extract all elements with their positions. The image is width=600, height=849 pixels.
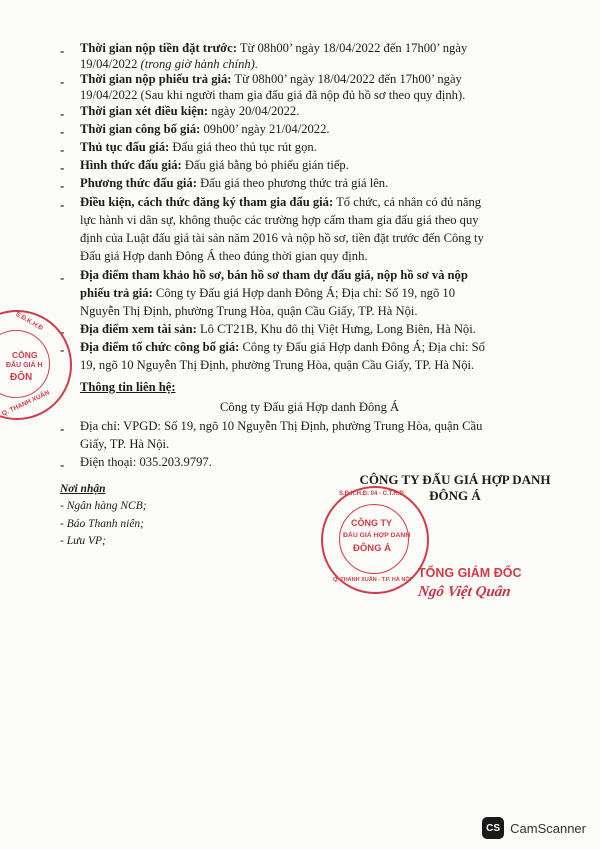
recipient-item: - Ngân hàng NCB;	[60, 500, 147, 512]
seal-stamp-left: CÔNG ĐẤU GIÁ H ĐÔN S.Đ.K.H.Đ Q. THANH XUÂN	[0, 310, 72, 420]
announce-location-cont: 19, ngõ 10 Nguyễn Thị Định, phường Trung Hòa, quận Cầu Giấy, TP. Hà Nội.	[80, 358, 475, 372]
bid-submit-time: Thời gian nộp phiếu trả giá: Từ 08h00’ ngày 18/04/2022 đến 17h00’ ngày	[80, 72, 462, 86]
contact-phone: Điện thoại: 035.203.9797.	[80, 455, 212, 469]
recipient-item: - Lưu VP;	[60, 535, 106, 547]
announce-time: Thời gian công bố giá: 09h00’ ngày 21/04/2022.	[80, 122, 330, 136]
auction-procedure: Thủ tục đấu giá: Đấu giá theo thủ tục rút gọn.	[80, 140, 317, 154]
document-location: Địa điểm tham khảo hồ sơ, bán hồ sơ tham dự đấu giá, nộp hồ sơ và nộp	[80, 268, 468, 282]
review-time: Thời gian xét điều kiện: ngày 20/04/2022.	[80, 104, 300, 118]
signatory-name: Ngô Việt Quân	[416, 584, 512, 600]
auction-form: Hình thức đấu giá: Đấu giá bằng bỏ phiếu gián tiếp.	[80, 158, 349, 172]
bullet-dash: -	[60, 342, 65, 357]
deposit-time-cont: 19/04/2022 (trong giờ hành chính).	[80, 57, 259, 71]
conditions-l2: lực hành vi dân sự, không thuộc các trường hợp cấm tham gia đấu giá theo quy	[80, 213, 479, 227]
bullet-dash: -	[60, 421, 65, 436]
camscanner-icon: CS	[482, 817, 504, 839]
contact-heading: Thông tin liên hệ:	[80, 380, 176, 394]
document-location-l2: phiếu trả giá: Công ty Đấu giá Hợp danh Đông Á; Địa chỉ: Số 19, ngõ 10	[80, 286, 456, 300]
bullet-dash: -	[60, 178, 65, 193]
deposit-time: Thời gian nộp tiền đặt trước: Từ 08h00’ ngày 18/04/2022 đến 17h00’ ngày	[80, 41, 468, 55]
bullet-dash: -	[60, 124, 65, 139]
signatory-company-l2: ĐÔNG Á	[429, 488, 481, 503]
seal-stamp-right: CÔNG TY ĐẤU GIÁ HỢP DANH ĐÔNG Á S.Đ.K.H.Đ: 04 - C.T.H.Đ Q. THANH XUÂN - T.P. HÀ NỘI	[321, 486, 429, 594]
bullet-dash: -	[60, 43, 65, 58]
bullet-dash: -	[60, 270, 65, 285]
contact-address-cont: Giấy, TP. Hà Nội.	[80, 437, 170, 451]
auction-method: Phương thức đấu giá: Đấu giá theo phương thức trả giá lên.	[80, 176, 389, 190]
recipient-item: - Báo Thanh niên;	[60, 518, 145, 530]
announce-location: Địa điểm tổ chức công bố giá: Công ty Đấu giá Hợp danh Đông Á; Địa chỉ: Số	[80, 340, 485, 354]
bullet-dash: -	[60, 160, 65, 175]
bullet-dash: -	[60, 142, 65, 157]
contact-address: Địa chỉ: VPGD: Số 19, ngõ 10 Nguyễn Thị Định, phường Trung Hòa, quận Cầu	[80, 419, 483, 433]
bullet-dash: -	[60, 106, 65, 121]
bullet-dash: -	[60, 197, 65, 212]
conditions-l4: Đấu giá Hợp danh Đông Á theo đúng thời gian quy định.	[80, 249, 368, 263]
bullet-dash: -	[60, 74, 65, 89]
signatory-title: TỔNG GIÁM ĐỐC	[418, 566, 522, 580]
bullet-dash: -	[60, 324, 65, 339]
viewing-location: Địa điểm xem tài sản: Lô CT21B, Khu đô thị Việt Hưng, Long Biên, Hà Nội.	[80, 322, 476, 336]
contact-company: Công ty Đấu giá Hợp danh Đông Á	[220, 400, 400, 414]
bid-submit-time-cont: 19/04/2022 (Sau khi người tham gia đấu giá đã nộp đủ hồ sơ theo quy định).	[80, 88, 466, 102]
bullet-dash: -	[60, 457, 65, 472]
document-location-l3: Nguyễn Thị Định, phường Trung Hòa, quận Cầu Giấy, TP. Hà Nội.	[80, 304, 418, 318]
conditions-l3: định của Luật đấu giá tài sản năm 2016 và nộp hồ sơ, tiền đặt trước đến Công ty	[80, 231, 484, 245]
camscanner-label: CamScanner	[510, 820, 586, 836]
signatory-company: CÔNG TY ĐẤU GIÁ HỢP DANH	[359, 472, 551, 487]
recipients-heading: Nơi nhận	[60, 483, 106, 495]
conditions: Điều kiện, cách thức đăng ký tham gia đấu giá: Tổ chức, cá nhân có đủ năng	[80, 195, 482, 209]
camscanner-watermark	[482, 817, 586, 839]
